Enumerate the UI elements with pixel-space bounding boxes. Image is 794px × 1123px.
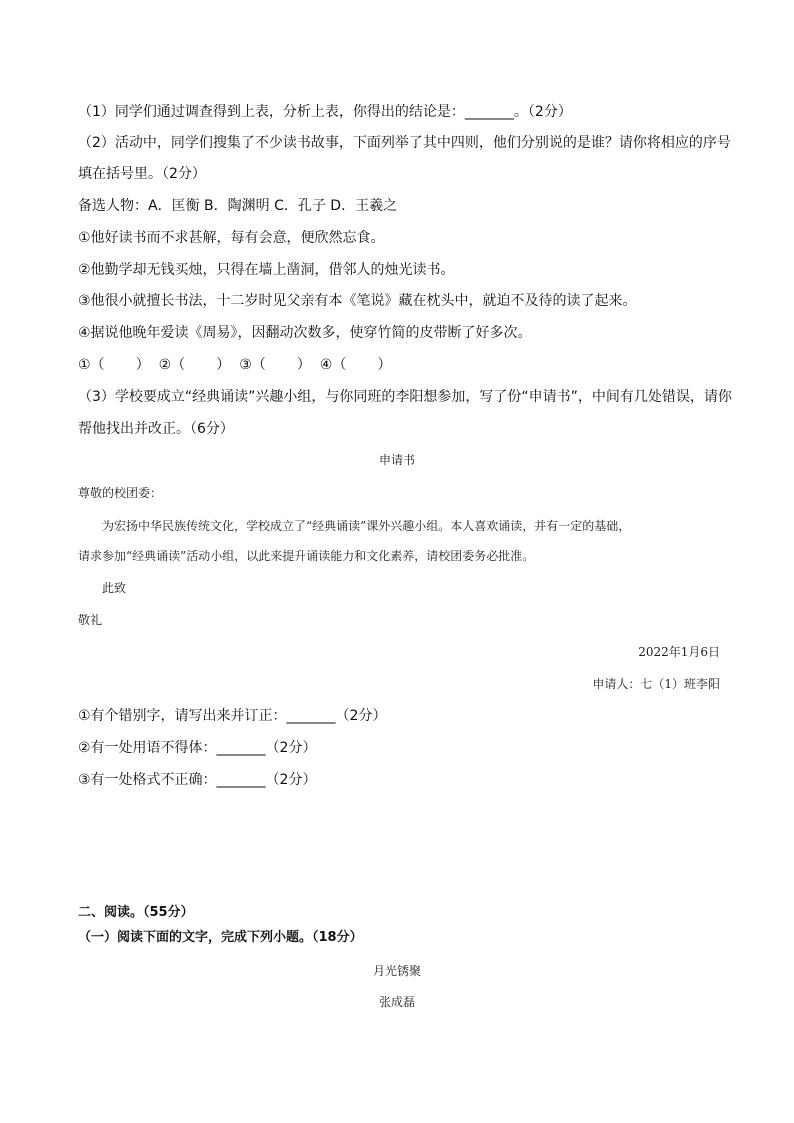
story-2: ②他勤学却无钱买烛，只得在墙上凿洞，借邻人的烛光读书。 — [78, 262, 455, 278]
candidate-options: 备选人物：A．匡衡 B．陶渊明 C．孔子 D．王羲之 — [78, 198, 398, 214]
letter-closing-2: 敬礼 — [78, 613, 103, 627]
letter-date: 2022年1月6日 — [638, 645, 720, 659]
subquestion-3: ③有一处格式不正确：_______（2分） — [78, 772, 317, 788]
article-title: 月光锈聚 — [372, 964, 421, 978]
letter-salutation: 尊敬的校团委： — [78, 486, 163, 500]
q2-text-line2: 填在括号里。（2分） — [78, 166, 206, 182]
subquestion-1: ①有个错别字，请写出来并订正：_______（2分） — [78, 708, 387, 724]
subquestion-2: ②有一处用语不得体：_______（2分） — [78, 740, 317, 756]
q2-text-line1: （2）活动中，同学们搜集了不少读书故事，下面列举了其中四则，他们分别说的是谁？请你将相应的序号 — [78, 135, 731, 151]
story-1: ①他好读书而不求甚解，每有会意，便欣然忘食。 — [78, 230, 385, 246]
letter-closing-1: 此致 — [102, 581, 127, 595]
q1-text: （1）同学们通过调查得到上表，分析上表，你得出的结论是：_______。（2分） — [78, 104, 572, 120]
story-4: ④据说他晚年爱读《周易》，因翻动次数多，使穿竹简的皮带断了好多次。 — [78, 325, 532, 341]
letter-title: 申请书 — [378, 453, 415, 467]
section2-subheading: （一）阅读下面的文字，完成下列小题。（18分） — [78, 930, 363, 945]
q3-text-line2: 帮他找出并改正。（6分） — [78, 421, 234, 437]
answer-brackets: ①（ ） ②（ ） ③（ ） ④（ ） — [78, 357, 392, 373]
story-3: ③他很小就擅长书法，十二岁时见父亲有本《笔说》藏在枕头中，就迫不及待的读了起来。 — [78, 293, 637, 309]
letter-body-line2: 请求参加“经典诵读”活动小组，以此来提升诵读能力和文化素养，请校团委务必批准。 — [78, 549, 535, 563]
article-author: 张成磊 — [378, 995, 415, 1009]
letter-applicant: 申请人：七（1）班李阳 — [592, 677, 720, 691]
letter-body-line1: 为宏扬中华民族传统文化，学校成立了“经典诵读”课外兴趣小组。本人喜欢诵读，并有一定的基础， — [102, 519, 631, 533]
q3-text-line1: （3）学校要成立“经典诵读”兴趣小组，与你同班的李阳想参加，写了份“申请书”，中间有几处错误，请你 — [78, 389, 732, 405]
section2-heading: 二、阅读。（55分） — [78, 905, 194, 920]
